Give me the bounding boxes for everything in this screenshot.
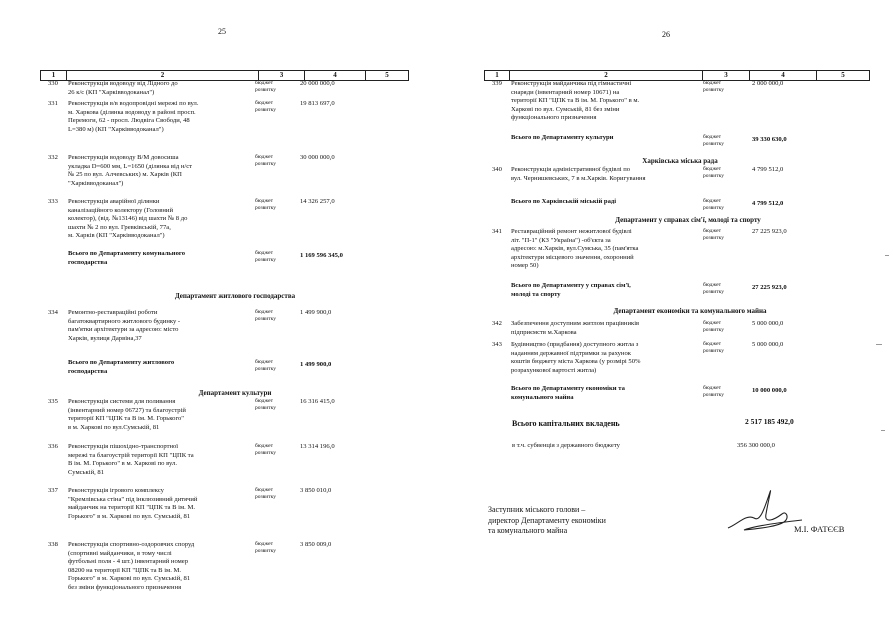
description-line: Всього по Департаменту у справах сім'ї, bbox=[511, 282, 631, 289]
funding-source-line: розвитку bbox=[255, 316, 276, 322]
funding-source-line: розвитку bbox=[703, 348, 724, 354]
description-line: території КП "ЦПК та В ім. М. Горького" bbox=[68, 415, 184, 423]
description-line: пам'ятки архітектури за адресою: місто bbox=[68, 326, 179, 334]
funding-source-line: бюджет bbox=[255, 541, 273, 547]
description-line: Реконструкція ігрового комплексу bbox=[68, 487, 164, 494]
funding-source bbox=[255, 100, 276, 114]
row-number: 342 bbox=[492, 320, 502, 327]
funding-source bbox=[703, 134, 724, 148]
funding-source bbox=[255, 443, 276, 457]
description-line: Реконструкція системи для поливання bbox=[68, 398, 176, 405]
funding-source bbox=[255, 198, 276, 212]
signature-title bbox=[488, 505, 606, 537]
col-2: 2 bbox=[67, 71, 259, 80]
description-line: снаряди (інвентарний номер 10671) на bbox=[511, 88, 620, 96]
funding-source-line: бюджет bbox=[255, 80, 273, 86]
description-line: Ремонтно-реставраційні роботи bbox=[68, 309, 158, 316]
description-line: "Харківводоканал") bbox=[68, 179, 124, 187]
description-line: укладка D=600 мм, L=1650 (ділянка від н/ст bbox=[68, 162, 193, 170]
row-description bbox=[68, 154, 192, 188]
funding-source-line: розвитку bbox=[703, 87, 724, 93]
row-description bbox=[68, 443, 194, 477]
funding-source-line: бюджет bbox=[703, 198, 721, 204]
funding-source-line: бюджет bbox=[703, 320, 721, 326]
description-line: Всього по Департаменту житлового bbox=[68, 359, 175, 366]
amount: 14 326 257,0 bbox=[300, 198, 335, 205]
row-description bbox=[68, 250, 185, 267]
description-line: вул. Чернишевських, 7 в м.Харків. Коригування bbox=[511, 174, 646, 182]
row-description bbox=[511, 228, 638, 271]
funding-source bbox=[255, 398, 276, 412]
description-line: колектор), (від. №13146) від шахти № 8 до bbox=[68, 215, 188, 223]
funding-source-line: розвитку bbox=[255, 161, 276, 167]
description-line: функціонального призначення bbox=[511, 114, 597, 122]
funding-source-line: бюджет bbox=[703, 134, 721, 140]
subsidy-amount: 356 300 000,0 bbox=[737, 442, 775, 449]
amount: 13 314 196,0 bbox=[300, 443, 335, 450]
amount: 27 225 923,0 bbox=[752, 228, 787, 235]
row-number: 335 bbox=[48, 398, 58, 405]
col-4: 4 bbox=[750, 71, 817, 80]
funding-source-line: розвитку bbox=[255, 107, 276, 113]
description-line: Харкові по вул. Сумській, 81 без зміни bbox=[511, 105, 620, 113]
row-description bbox=[68, 541, 194, 593]
funding-source-line: розвитку bbox=[703, 327, 724, 333]
description-line: мережі та благоустрій території КП "ЦПК та bbox=[68, 451, 194, 459]
funding-source-line: розвитку bbox=[703, 235, 724, 241]
funding-source-line: розвитку bbox=[255, 405, 276, 411]
description-line: Всього по Департаменту економіки та bbox=[511, 385, 625, 392]
amount: 19 813 697,0 bbox=[300, 100, 335, 107]
description-line: шахти № 2 по вул. Гревківській, 77а, bbox=[68, 223, 171, 231]
page-number-right: 26 bbox=[662, 30, 670, 39]
signatory-name: М.І. ФАТЄЄВ bbox=[794, 524, 845, 534]
amount: 3 850 010,0 bbox=[300, 487, 332, 494]
col-1: 1 bbox=[485, 71, 510, 80]
handwritten-signature bbox=[724, 484, 804, 536]
description-line: Всього по Департаменту культури bbox=[511, 134, 614, 141]
description-line: Реставраційний ремонт нежитлової будівлі bbox=[511, 228, 632, 235]
row-number: 333 bbox=[48, 198, 58, 205]
description-line: 26 к/с (КП "Харківводоканал") bbox=[68, 88, 155, 96]
row-number: 334 bbox=[48, 309, 58, 316]
funding-source bbox=[703, 320, 724, 334]
amount: 20 000 000,0 bbox=[300, 80, 335, 87]
funding-source bbox=[703, 198, 724, 212]
funding-source-line: бюджет bbox=[703, 385, 721, 391]
amount: 39 330 630,0 bbox=[752, 136, 787, 143]
row-number: 341 bbox=[492, 228, 502, 235]
description-line: (спортивні майданчики, в тому числі bbox=[68, 549, 172, 557]
page-number-left: 25 bbox=[218, 27, 226, 36]
funding-source-line: бюджет bbox=[255, 487, 273, 493]
funding-source-line: розвитку bbox=[703, 205, 724, 211]
funding-source-line: бюджет bbox=[703, 166, 721, 172]
description-line: комунального майна bbox=[511, 393, 574, 401]
row-number: 337 bbox=[48, 487, 58, 494]
description-line: L=380 м) (КП "Харківводоканал") bbox=[68, 125, 164, 133]
scan-mark bbox=[881, 430, 885, 431]
description-line: Будівництво (придбання) доступного житла з bbox=[511, 341, 639, 348]
description-line: номер 50) bbox=[511, 262, 539, 270]
funding-source bbox=[255, 487, 276, 501]
funding-source-line: розвитку bbox=[255, 450, 276, 456]
description-line: майданчик на території КП "ЦПК та В ім. М. bbox=[68, 504, 195, 512]
description-line: футбольні поля - 4 шт.) інвентарний номер bbox=[68, 558, 189, 566]
row-description bbox=[68, 198, 187, 241]
col-3: 3 bbox=[259, 71, 305, 80]
funding-source-line: бюджет bbox=[255, 198, 273, 204]
row-description bbox=[68, 80, 178, 97]
row-number: 336 bbox=[48, 443, 58, 450]
description-line: Реконструкція пішохідно-транспортної bbox=[68, 443, 179, 450]
description-line: Харків, вулиця Дарвіна,37 bbox=[68, 334, 142, 342]
amount: 4 799 512,0 bbox=[752, 200, 784, 207]
amount: 30 000 000,0 bbox=[300, 154, 335, 161]
funding-source-line: бюджет bbox=[703, 282, 721, 288]
funding-source-line: розвитку bbox=[255, 548, 276, 554]
row-description bbox=[511, 80, 639, 123]
funding-source bbox=[255, 80, 276, 94]
row-description bbox=[511, 320, 639, 337]
funding-source-line: бюджет bbox=[255, 100, 273, 106]
description-line: Реконструкція водоводу В/М довосиша bbox=[68, 154, 179, 161]
funding-source-line: розвитку bbox=[703, 173, 724, 179]
funding-source-line: бюджет bbox=[703, 80, 721, 86]
funding-source-line: бюджет bbox=[255, 359, 273, 365]
amount: 3 850 009,0 bbox=[300, 541, 332, 548]
funding-source-line: розвитку bbox=[255, 494, 276, 500]
col-5: 5 bbox=[841, 71, 845, 79]
description-line: Реконструкція аварійної ділянки bbox=[68, 198, 160, 205]
description-line: наданням державної підтримки за рахунок bbox=[511, 349, 631, 357]
funding-source bbox=[255, 359, 276, 373]
amount: 27 225 923,0 bbox=[752, 284, 787, 291]
row-number: 338 bbox=[48, 541, 58, 548]
row-description bbox=[511, 385, 625, 402]
description-line: підприємств м.Харкова bbox=[511, 328, 577, 336]
col-5: 5 bbox=[385, 71, 389, 79]
description-line: Перемоги, 62 - просп. Людвіга Свободи, 48 bbox=[68, 117, 190, 125]
amount: 1 169 596 345,0 bbox=[300, 252, 343, 259]
signature-line: та комунального майна bbox=[488, 526, 568, 535]
funding-source bbox=[703, 80, 724, 94]
description-line: Реконструкція в/в водопровідні мережі по вул. bbox=[68, 100, 199, 107]
funding-source bbox=[255, 154, 276, 168]
funding-source-line: бюджет bbox=[255, 398, 273, 404]
funding-source-line: розвитку bbox=[255, 366, 276, 372]
grand-total-amount: 2 517 185 492,0 bbox=[745, 417, 794, 426]
amount: 2 000 000,0 bbox=[752, 80, 784, 87]
description-line: Реконструкція адміністративної будівлі по bbox=[511, 166, 631, 173]
description-line: каналізаційного колектору (Головний bbox=[68, 206, 173, 214]
funding-source-line: бюджет bbox=[703, 341, 721, 347]
description-line: господарства bbox=[68, 258, 108, 266]
amount: 1 499 900,0 bbox=[300, 361, 332, 368]
row-description bbox=[511, 166, 646, 183]
amount: 16 316 415,0 bbox=[300, 398, 335, 405]
col-2: 2 bbox=[510, 71, 703, 80]
funding-source-line: розвитку bbox=[703, 141, 724, 147]
funding-source bbox=[703, 166, 724, 180]
description-line: 08200 на території КП "ЦПК та В ім. М. bbox=[68, 566, 182, 574]
description-line: літ. "П-1" (КЗ "Україна") -об'єкта за bbox=[511, 236, 611, 244]
section-heading: Департамент житлового господарства bbox=[174, 292, 296, 300]
row-description bbox=[68, 309, 180, 343]
amount: 5 000 000,0 bbox=[752, 341, 784, 348]
section-heading: Департамент у справах сім'ї, молоді та спорту bbox=[615, 216, 761, 224]
amount: 1 499 900,0 bbox=[300, 309, 332, 316]
row-description bbox=[68, 359, 174, 376]
description-line: Горького" в м. Харкові по вул. Сумській, 81 bbox=[68, 575, 191, 583]
funding-source bbox=[703, 282, 724, 296]
row-description bbox=[68, 487, 197, 521]
funding-source bbox=[255, 250, 276, 264]
row-description bbox=[511, 134, 613, 143]
description-line: багатоквартирного житлового будинку - bbox=[68, 317, 181, 325]
description-line: Всього по Харківській міській раді bbox=[511, 198, 617, 205]
row-description bbox=[511, 198, 616, 207]
description-line: господарства bbox=[68, 367, 108, 375]
funding-source-line: бюджет bbox=[255, 250, 273, 256]
description-line: Всього по Департаменту комунального bbox=[68, 250, 186, 257]
row-description bbox=[68, 100, 198, 134]
row-number: 331 bbox=[48, 100, 58, 107]
scan-mark bbox=[885, 255, 889, 256]
description-line: Сумській, 81 bbox=[68, 468, 105, 476]
row-number: 340 bbox=[492, 166, 502, 173]
description-line: Реконструкція водоводу від Лідного до bbox=[68, 80, 178, 87]
scan-mark bbox=[876, 344, 882, 345]
section-heading: Департамент культури bbox=[198, 389, 272, 397]
description-line: території КП "ЦПК та В ім. М. Горького" в м. bbox=[511, 97, 640, 105]
row-description bbox=[68, 398, 186, 432]
row-number: 339 bbox=[492, 80, 502, 87]
funding-source-line: розвитку bbox=[255, 87, 276, 93]
description-line: В ім. М. Горького" в м. Харкові по вул. bbox=[68, 460, 177, 468]
funding-source-line: бюджет bbox=[703, 228, 721, 234]
description-line: адресою: м.Харків, вул.Сумська, 35 (пам'ятка bbox=[511, 245, 639, 253]
section-heading: Департамент економіки та комунального майна bbox=[613, 307, 767, 315]
funding-source bbox=[255, 309, 276, 323]
description-line: архітектури місцевого значення, охоронний bbox=[511, 253, 634, 261]
description-line: розрахункової вартості житла) bbox=[511, 366, 597, 374]
description-line: (інвентарний номер 06727) та благоустрій bbox=[68, 406, 186, 414]
signature-line: Заступник міського голови – bbox=[488, 505, 586, 514]
description-line: Реконструкція спортивно-оздоровчих споруд bbox=[68, 541, 195, 548]
funding-source bbox=[255, 541, 276, 555]
row-description bbox=[511, 341, 641, 375]
col-1: 1 bbox=[41, 71, 67, 80]
funding-source bbox=[703, 228, 724, 242]
grand-total-label: Всього капітальних вкладень bbox=[512, 419, 620, 428]
description-line: м. Харків (КП "Харківводоканал") bbox=[68, 232, 165, 240]
section-heading: Харківська міська рада bbox=[642, 157, 718, 165]
signature-line: директор Департаменту економіки bbox=[488, 515, 606, 525]
description-line: "Кремлівська стіна" під інклюзивний дитячий bbox=[68, 495, 198, 503]
row-number: 343 bbox=[492, 341, 502, 348]
description-line: молоді та спорту bbox=[511, 290, 561, 298]
description-line: № 25 по вул. Алчевських) м. Харків (КП bbox=[68, 171, 182, 179]
funding-source-line: розвитку bbox=[255, 257, 276, 263]
col-4: 4 bbox=[305, 71, 366, 80]
funding-source-line: бюджет bbox=[255, 154, 273, 160]
funding-source-line: розвитку bbox=[255, 205, 276, 211]
col-3: 3 bbox=[703, 71, 750, 80]
description-line: коштів бюджету міста Харкова (у розмірі 50% bbox=[511, 358, 641, 366]
funding-source-line: бюджет bbox=[255, 443, 273, 449]
description-line: Забезпечення доступним житлом працівників bbox=[511, 320, 640, 327]
amount: 5 000 000,0 bbox=[752, 320, 784, 327]
row-number: 330 bbox=[48, 80, 58, 87]
description-line: без зміни функціонального призначення bbox=[68, 583, 182, 591]
funding-source-line: розвитку bbox=[703, 289, 724, 295]
description-line: в м. Харкові по вул.Сумській, 81 bbox=[68, 423, 160, 431]
funding-source-line: бюджет bbox=[255, 309, 273, 315]
amount: 10 000 000,0 bbox=[752, 387, 787, 394]
row-description bbox=[511, 282, 631, 299]
amount: 4 799 512,0 bbox=[752, 166, 784, 173]
description-line: м. Харкова (ділянка водоводу в районі просп. bbox=[68, 108, 196, 116]
funding-source-line: розвитку bbox=[703, 392, 724, 398]
funding-source bbox=[703, 385, 724, 399]
description-line: Горького" в м. Харкові по вул. Сумській, 81 bbox=[68, 512, 191, 520]
funding-source bbox=[703, 341, 724, 355]
description-line: Реконструкція майданчика під гімнастичні bbox=[511, 80, 632, 87]
subsidy-label: в т.ч. субвенція з державного бюджету bbox=[512, 442, 620, 449]
row-number: 332 bbox=[48, 154, 58, 161]
